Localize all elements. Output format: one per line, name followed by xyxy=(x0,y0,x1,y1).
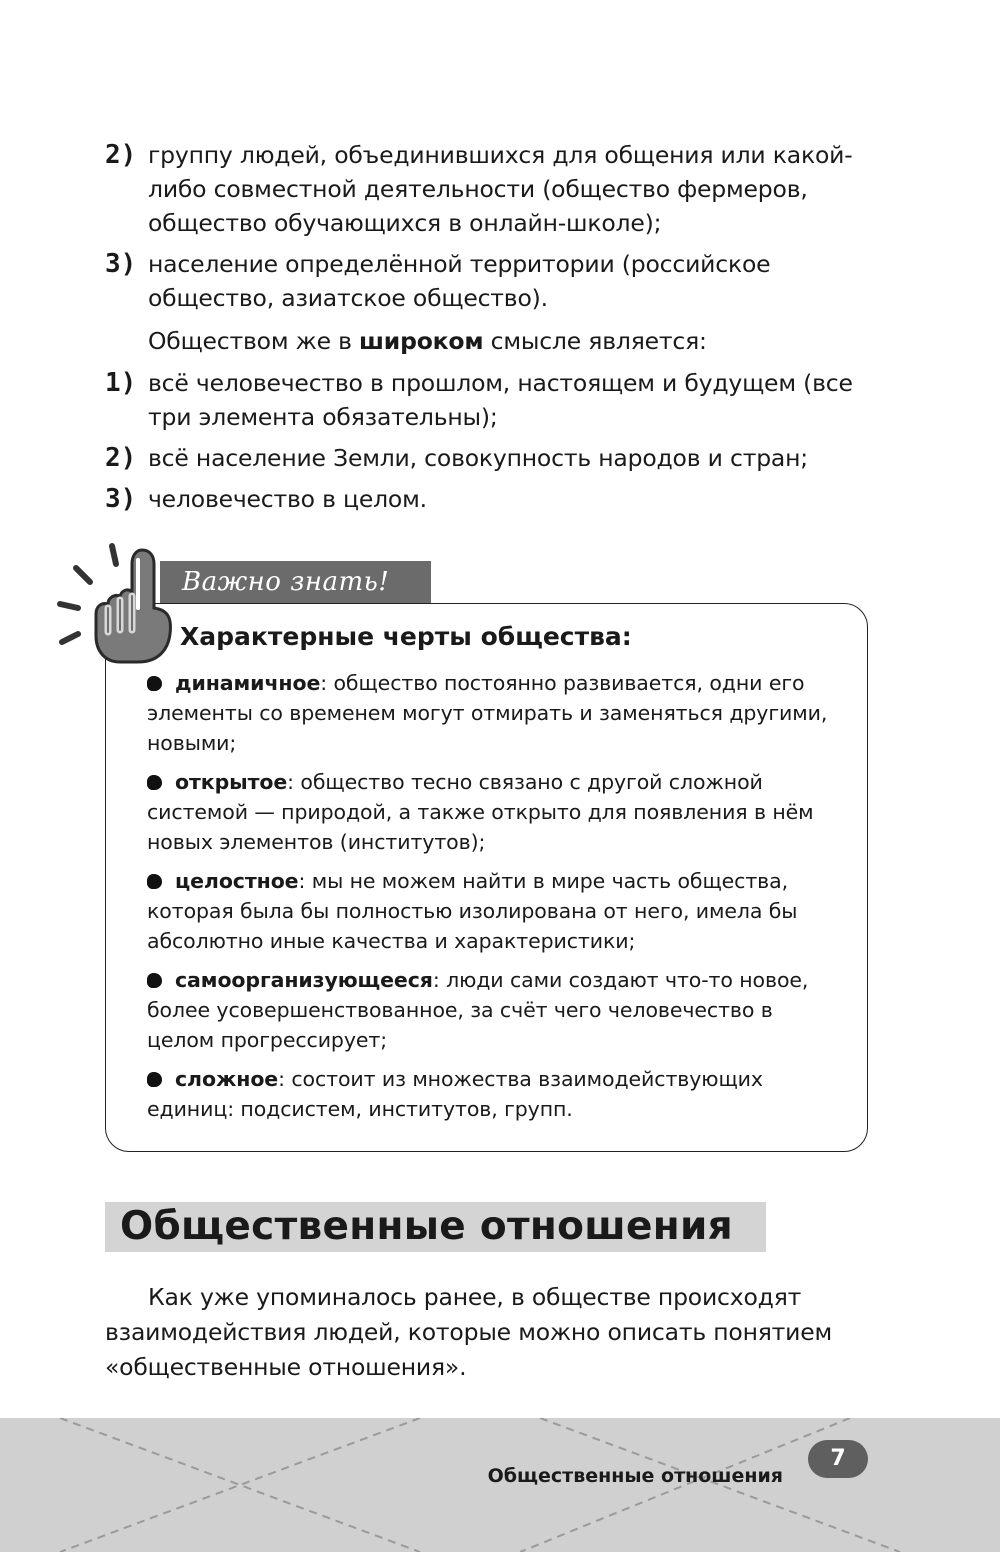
feature-term: целостное xyxy=(175,869,299,893)
bullet-icon xyxy=(147,676,162,691)
item-number: 3) xyxy=(105,484,137,514)
feature-term: сложное xyxy=(175,1067,279,1091)
item-text: группу людей, объединившихся для общения или какой-либо совместной деятельности (общество фермеров, общество обучающихся в онлайн-школе); xyxy=(148,141,853,237)
important-heading: Характерные черты общества: xyxy=(180,622,632,651)
bullet-icon xyxy=(147,874,162,889)
bullet-icon xyxy=(147,1072,162,1087)
item-number: 1) xyxy=(105,368,137,398)
list-item xyxy=(105,247,870,315)
list-item xyxy=(147,965,832,1055)
feature-text: : общество постоянно развивается, одни его элементы со временем могут отмирать и заменяться другими, новыми; xyxy=(147,671,828,755)
raised-finger-icon xyxy=(50,538,180,668)
list-item xyxy=(105,482,870,516)
section-paragraph: Как уже упоминалось ранее, в обществе происходят взаимодействия людей, которые можно описать понятием «общественные отношения». xyxy=(105,1283,833,1381)
item-number: 2) xyxy=(105,140,137,170)
item-text: население определённой территории (российское общество, азиатское общество). xyxy=(148,250,771,312)
feature-term: самоорганизующееся xyxy=(175,968,433,992)
list-item xyxy=(147,767,832,857)
item-number: 3) xyxy=(105,249,137,279)
feature-text: : состоит из множества взаимодействующих единиц: подсистем, институтов, групп. xyxy=(147,1067,763,1121)
item-text: всё человечество в прошлом, настоящем и будущем (все три элемента обязательны); xyxy=(148,369,853,431)
item-text: человечество в целом. xyxy=(148,485,427,513)
wide-meaning-intro: Обществом же в широком смысле является: xyxy=(148,327,707,355)
list-item xyxy=(147,866,832,956)
section-heading: Общественные отношения xyxy=(105,1202,766,1252)
item-text: всё население Земли, совокупность народов и стран; xyxy=(148,444,808,472)
bullet-icon xyxy=(147,775,162,790)
feature-term: динамичное xyxy=(175,671,321,695)
bold-term: широком xyxy=(359,327,484,355)
page-number-badge: 7 xyxy=(808,1440,868,1478)
features-list xyxy=(147,668,832,1133)
list-item xyxy=(105,138,870,240)
list-item xyxy=(105,441,870,475)
footer-title: Общественные отношения xyxy=(487,1465,783,1487)
important-tab: Важно знать! xyxy=(160,561,431,603)
narrow-meaning-list xyxy=(105,138,870,322)
feature-text: : люди сами создают что-то новое, более усовершенствованное, за счёт чего человечество в целом прогрессирует; xyxy=(147,968,809,1052)
feature-text: : общество тесно связано с другой сложной системой — природой, а также открыто для появления в нём новых элементов (институтов); xyxy=(147,770,814,854)
page-footer xyxy=(0,1418,1000,1552)
bullet-icon xyxy=(147,973,162,988)
wide-meaning-list xyxy=(105,366,870,523)
list-item xyxy=(147,1064,832,1124)
list-item xyxy=(147,668,832,758)
feature-term: открытое xyxy=(175,770,288,794)
feature-text: : мы не можем найти в мире часть общества, которая была бы полностью изолирована от него, имела бы абсолютно иные качества и характеристики; xyxy=(147,869,798,953)
list-item xyxy=(105,366,870,434)
item-number: 2) xyxy=(105,443,137,473)
